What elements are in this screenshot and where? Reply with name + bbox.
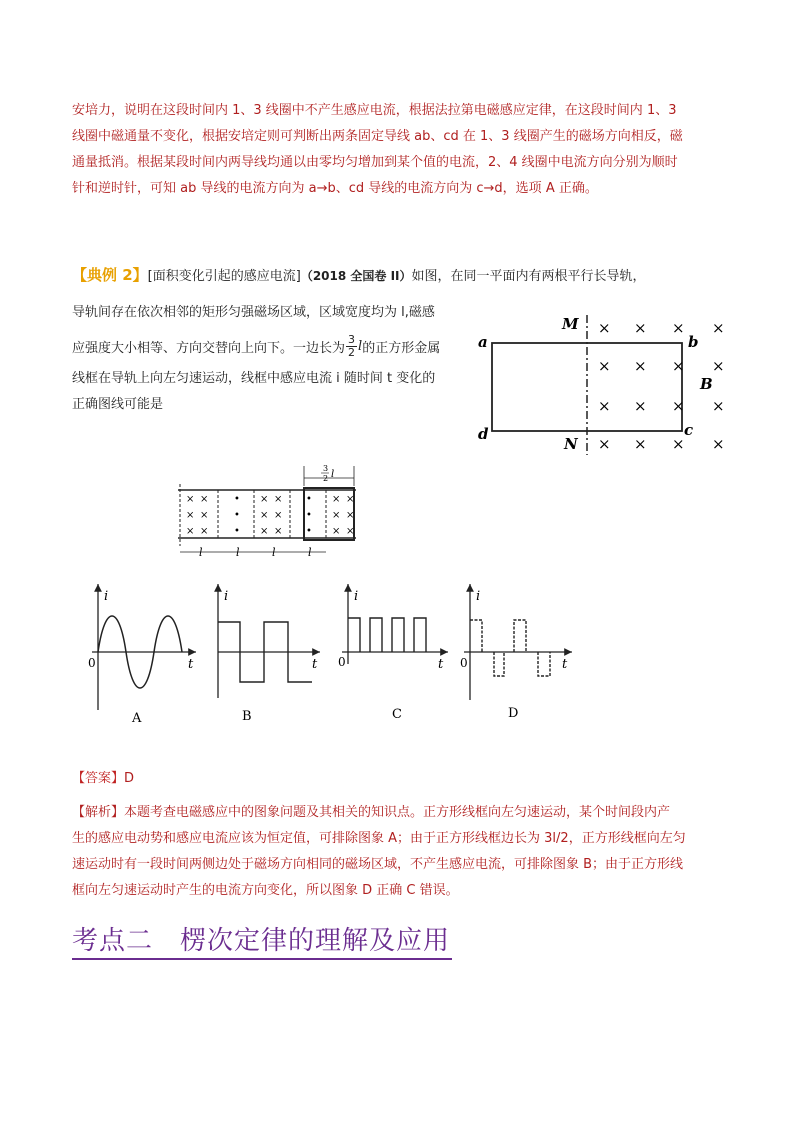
field-cross: × <box>634 357 647 375</box>
field-dot: • <box>306 526 312 537</box>
field-cross: × <box>598 357 611 375</box>
analysis-tag: 【解析】 <box>72 805 125 820</box>
example-topic: [面积变化引起的感应电流] <box>147 269 301 284</box>
origin: 0 <box>338 655 346 669</box>
field-cross: × <box>672 397 685 415</box>
field-cross: × <box>672 357 685 375</box>
text-line: 线框在导轨上向左匀速运动，线框中感应电流 i 随时间 t 变化的 <box>72 371 436 386</box>
text-line: 线圈中磁通量不变化，根据安培定则可判断出两条固定导线 ab、cd 在 1、3 线圈产生的磁场方向相反，磁 <box>72 129 683 144</box>
axis-t: t <box>188 657 194 672</box>
graph-D <box>460 584 572 721</box>
graph-B <box>218 584 320 724</box>
text-line: 导轨间存在依次相邻的矩形匀强磁场区域，区域宽度均为 l,磁感 <box>72 305 435 320</box>
segment-label: l <box>308 546 312 559</box>
fraction-numerator: 3 <box>348 332 356 346</box>
field-dot: • <box>234 494 240 505</box>
field-cross: × <box>186 494 195 505</box>
graph-label: C <box>392 707 402 722</box>
graph-C <box>338 584 448 722</box>
axis-t: t <box>562 657 568 672</box>
dim-den: 2 <box>323 474 329 483</box>
segment-label: l <box>199 546 203 559</box>
field-cross: × <box>200 510 209 521</box>
text-part: 的正方形金属 <box>362 340 441 356</box>
text-line: 正确图线可能是 <box>72 397 164 412</box>
field-cross: × <box>200 526 209 537</box>
analysis-paragraph <box>72 800 722 904</box>
label-N: N <box>564 435 578 453</box>
label-a: a <box>478 333 488 351</box>
label-b: b <box>688 333 699 351</box>
field-cross: × <box>634 435 647 453</box>
graph-label: A <box>132 711 142 725</box>
pulse-wave <box>470 620 550 676</box>
example-body <box>72 300 472 418</box>
fraction-denominator: 2 <box>348 345 356 359</box>
fraction <box>346 334 357 359</box>
field-cross: × <box>634 397 647 415</box>
example-source: （2018 全国卷 II） <box>300 269 412 283</box>
axis-i: i <box>224 589 229 604</box>
field-marks <box>186 494 354 537</box>
label-c: c <box>684 421 694 439</box>
pulse-wave <box>348 618 426 652</box>
answer-tag: 【答案】 <box>72 771 125 786</box>
segment-labels <box>199 546 312 559</box>
graph-A <box>88 584 196 725</box>
field-cross: × <box>274 494 283 505</box>
field-cross: × <box>346 526 355 537</box>
fraction-var: l <box>358 338 363 354</box>
dim-var: l <box>331 469 335 480</box>
field-cross: × <box>634 319 647 337</box>
text-line: 针和逆时针，可知 ab 导线的电流方向为 a→b、cd 导线的电流方向为 c→d，选项 A 正确。 <box>72 181 598 196</box>
segment-label: l <box>236 546 240 559</box>
origin: 0 <box>88 656 96 670</box>
field-cross: × <box>200 494 209 505</box>
answer-line <box>72 766 134 792</box>
field-cross: × <box>332 510 341 521</box>
text-line: 通量抵消。根据某段时间内两导线均通以由零均匀增加到某个值的电流，2、4 线圈中电流方向分别为顺时 <box>72 155 678 170</box>
field-cross: × <box>712 357 725 375</box>
field-cross: × <box>712 435 725 453</box>
text-line: 安培力，说明在这段时间内 1、3 线圈中不产生感应电流，根据法拉第电磁感应定律，在这段时间内 1、3 <box>72 103 677 118</box>
field-cross: × <box>672 319 685 337</box>
figure-graphs <box>88 580 588 725</box>
dim-num: 3 <box>323 464 329 473</box>
field-cross: × <box>260 494 269 505</box>
figure-frame-in-field <box>470 305 730 465</box>
field-cross: × <box>598 435 611 453</box>
field-cross: × <box>332 526 341 537</box>
graph-label: D <box>508 706 519 721</box>
text-line: 框向左匀速运动时产生的电流方向变化，所以图象 D 正确 C 错误。 <box>72 883 459 898</box>
field-cross: × <box>712 319 725 337</box>
text-part: 应强度大小相等、方向交替向上向下。一边长为 <box>72 340 346 356</box>
example-header <box>72 262 646 290</box>
text-line: 速运动时有一段时间两侧边处于磁场方向相同的磁场区域，不产生感应电流，可排除图象 B；由于正方形线 <box>72 857 684 872</box>
axis-t: t <box>438 657 444 672</box>
field-dot: • <box>234 510 240 521</box>
field-cross: × <box>260 510 269 521</box>
figure-rails <box>170 462 370 562</box>
label-B: B <box>700 375 713 393</box>
field-cross: × <box>260 526 269 537</box>
text-line <box>72 800 722 826</box>
field-cross: × <box>274 510 283 521</box>
text-line: 生的感应电动势和感应电流应该为恒定值，可排除图象 A；由于正方形线框边长为 3l/2，正方形线框向左匀 <box>72 831 686 846</box>
section-heading: 考点二 楞次定律的理解及应用 <box>72 924 452 960</box>
text-line-with-fraction <box>72 326 472 366</box>
label-M: M <box>562 315 579 333</box>
field-cross: × <box>274 526 283 537</box>
axis-i: i <box>476 589 481 604</box>
graph-label: B <box>242 709 252 724</box>
field-cross: × <box>598 319 611 337</box>
axis-i: i <box>354 589 359 604</box>
field-cross: × <box>598 397 611 415</box>
field-cross: × <box>186 526 195 537</box>
field-cross: × <box>332 494 341 505</box>
field-dot: • <box>234 526 240 537</box>
continuation-paragraph <box>72 98 722 202</box>
field-dot: • <box>306 494 312 505</box>
field-cross: × <box>346 510 355 521</box>
axis-i: i <box>104 589 109 604</box>
field-cross: × <box>186 510 195 521</box>
field-cross: × <box>672 435 685 453</box>
field-dot: • <box>306 510 312 521</box>
label-d: d <box>478 425 489 443</box>
example-tag: 【典例 2】 <box>72 266 148 284</box>
origin: 0 <box>460 656 468 670</box>
segment-label: l <box>272 546 276 559</box>
analysis-line1: 本题考查电磁感应中的图象问题及其相关的知识点。正方形线框向左匀速运动，某个时间段内产 <box>124 805 671 820</box>
answer-value: D <box>124 771 135 786</box>
field-cross: × <box>346 494 355 505</box>
axis-t: t <box>312 657 318 672</box>
field-cross: × <box>712 397 725 415</box>
example-line1: 如图，在同一平面内有两根平行长导轨， <box>411 269 646 284</box>
